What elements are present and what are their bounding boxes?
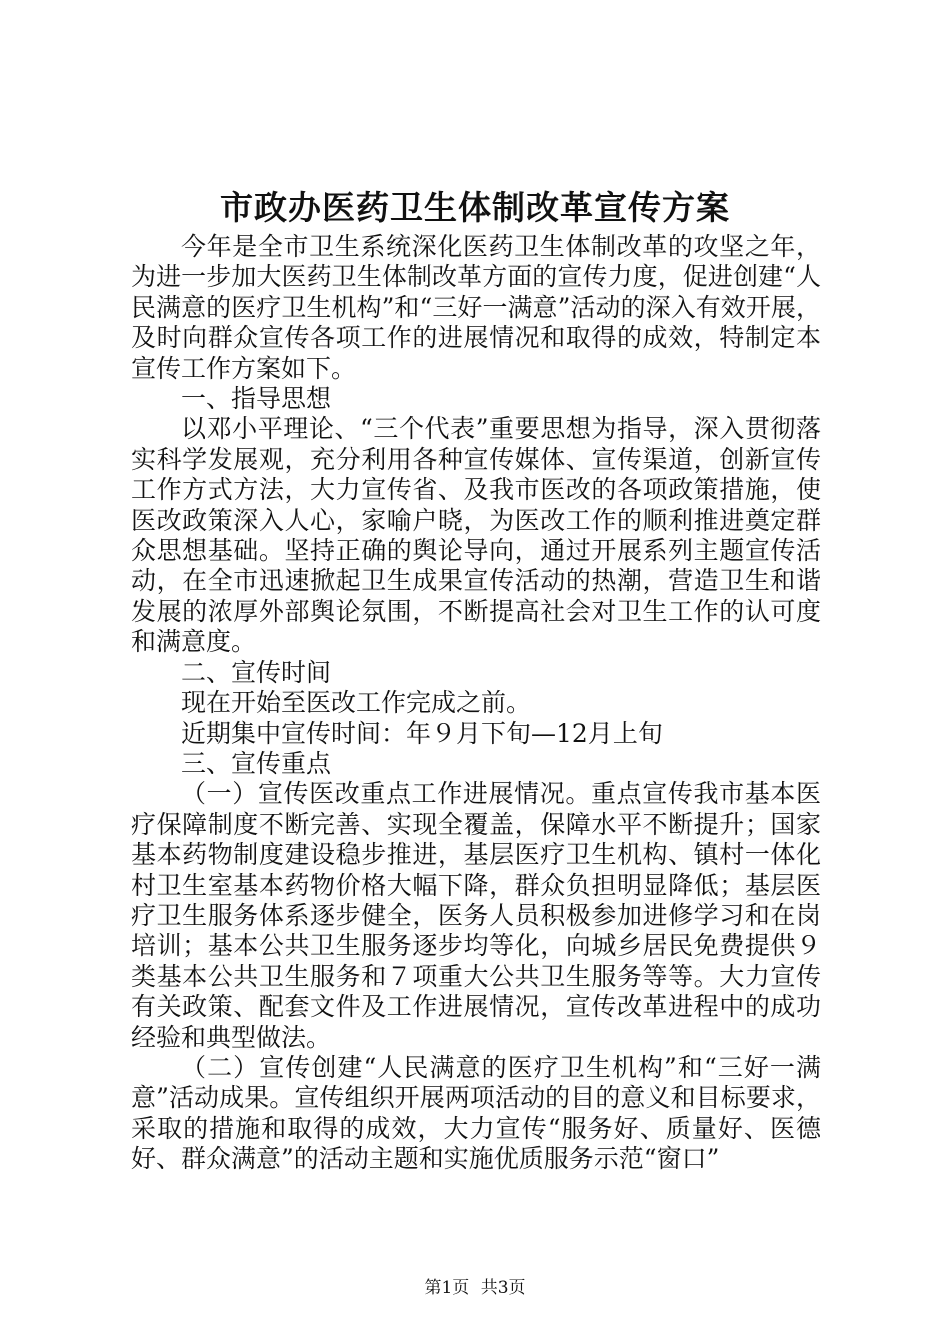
document-title: 市政办医药卫生体制改革宣传方案: [220, 188, 730, 227]
section-heading-guiding-ideology: 一、指导思想: [181, 384, 332, 414]
section-heading-publicity-time: 二、宣传时间: [181, 657, 332, 687]
focus-item-two-paragraph: （二）宣传创建“人民满意的医疗卫生机构”和“三好一满意”活动成果。宣传组织开展两项活动的目的意义和目标要求，采取的措施和取得的成效，大力宣传“服务好、质量好、医德好、群众满意”的活动主题和实施优质服务示范“窗口”: [131, 1052, 821, 1174]
focus-item-one-paragraph: （一）宣传医改重点工作进展情况。重点宣传我市基本医疗保障制度不断完善、实现全覆盖，保障水平不断提升；国家基本药物制度建设稳步推进，基层医疗卫生机构、镇村一体化村卫生室基本药物价格大幅下降，群众负担明显降低；基层医疗卫生服务体系逐步健全，医务人员积极参加进修学习和在岗培训；基本公共卫生服务逐步均等化，向城乡居民免费提供９类基本公共卫生服务和７项重大公共卫生服务等等。大力宣传有关政策、配套文件及工作进展情况，宣传改革进程中的成功经验和典型做法。: [131, 779, 821, 1052]
page-footer: [0, 1276, 950, 1300]
focused-publicity-time-line: 近期集中宣传时间：年９月下旬—12月上旬: [181, 718, 663, 748]
current-page-number: 第1页: [424, 1278, 470, 1298]
guiding-ideology-paragraph: 以邓小平理论、“三个代表”重要思想为指导，深入贯彻落实科学发展观，充分利用各种宣传媒体、宣传渠道，创新宣传工作方式方法，大力宣传省、及我市医改的各项政策措施，使医改政策深入人心，家喻户晓，为医改工作的顺利推进奠定群众思想基础。坚持正确的舆论导向，通过开展系列主题宣传活动，在全市迅速掀起卫生成果宣传活动的热潮，营造卫生和谐发展的浓厚外部舆论氛围，不断提高社会对卫生工作的认可度和满意度。: [131, 414, 821, 657]
publicity-period-line: 现在开始至医改工作完成之前。: [181, 688, 532, 718]
intro-paragraph: 今年是全市卫生系统深化医药卫生体制改革的攻坚之年，为进一步加大医药卫生体制改革方面的宣传力度，促进创建“人民满意的医疗卫生机构”和“三好一满意”活动的深入有效开展，及时向群众宣传各项工作的进展情况和取得的成效，特制定本宣传工作方案如下。: [131, 232, 821, 383]
section-heading-publicity-focus: 三、宣传重点: [181, 748, 332, 778]
total-page-count: 共3页: [480, 1278, 526, 1298]
document-body: [131, 232, 821, 1175]
